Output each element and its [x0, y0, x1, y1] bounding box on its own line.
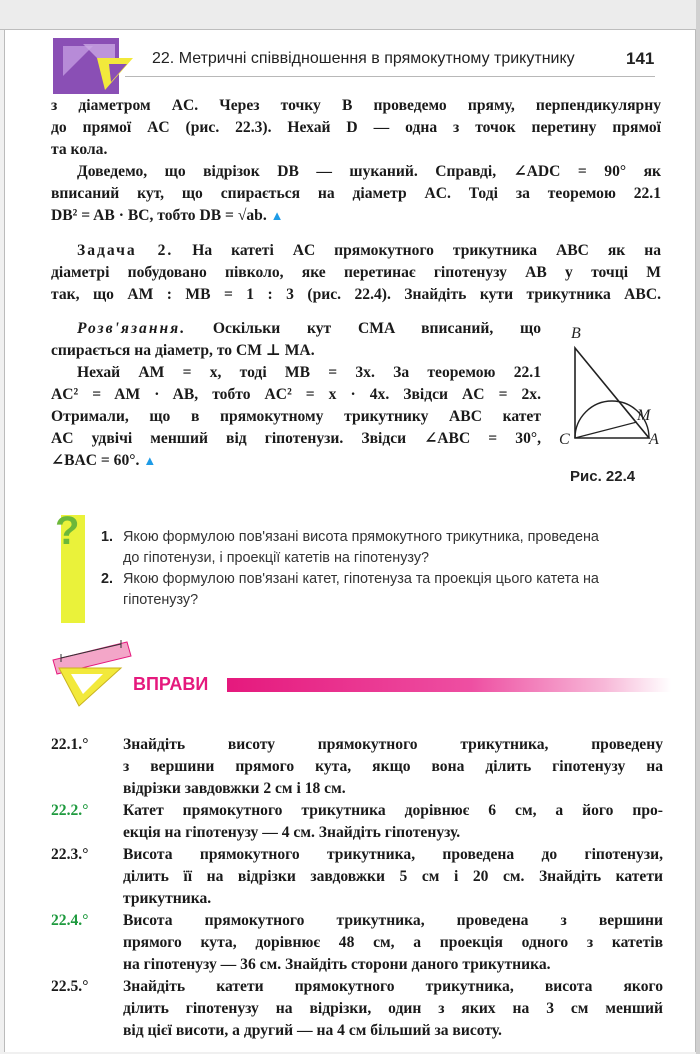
exercise-text: Катет прямокутного трикутника дорівнює 6 см, а його про- — [123, 802, 663, 819]
text-line: AC² = AM · AB, тобто AC² = x · 4x. Звідси AC = 2x. — [51, 386, 541, 403]
exercise-item — [51, 844, 663, 910]
exercise-number: 22.1.° — [51, 736, 89, 753]
exercise-item — [51, 734, 663, 800]
exercise-text: екція на гіпотенузу — 4 см. Знайдіть гіпотенузу. — [123, 824, 461, 841]
exercise-text: на гіпотенузу — 36 см. Знайдіть сторони даного трикутника. — [123, 956, 551, 973]
question-text: гіпотенузу? — [123, 592, 199, 608]
question-item — [101, 527, 671, 569]
text-line: Доведемо, що відрізок DB — шуканий. Справді, ∠ADC = 90° як — [77, 163, 661, 180]
text-line — [51, 318, 541, 340]
question-number: 2. — [101, 571, 114, 587]
exercise-number: 22.5.° — [51, 978, 89, 995]
task-label: Задача 2. — [77, 242, 174, 259]
solution-paragraph — [51, 318, 541, 472]
review-questions — [55, 509, 671, 625]
text-line: AC удвічі менший від гіпотенузи. Звідси ∠ABC = 30°, — [51, 430, 541, 447]
question-list — [101, 527, 671, 611]
exercise-item — [51, 910, 663, 976]
question-text: Якою формулою пов'язані висота прямокутного трикутника, проведена — [123, 529, 599, 545]
book-page — [4, 30, 696, 1052]
exercise-text: відрізки завдовжки 2 см і 18 см. — [123, 780, 346, 797]
exercise-text: прямого кута, дорівнює 48 см, а проекція одного з катетів — [123, 934, 663, 951]
exercise-text: Знайдіть висоту прямокутного трикутника, проведену — [123, 736, 663, 753]
exercise-text: з вершини прямого кута, якщо вона ділить гіпотенузу на — [123, 758, 663, 775]
text-line: до прямої AC (рис. 22.3). Нехай D — одна з точок перетину прямої — [51, 119, 661, 136]
text-line: спирається на діаметр, то CM ⊥ MA. — [51, 342, 315, 359]
vertex-b-label: B — [571, 325, 581, 342]
ruler-icon — [51, 638, 133, 708]
exercise-text: Знайдіть катети прямокутного трикутника, висота якого — [123, 978, 663, 995]
exercise-number: 22.2.° — [51, 802, 89, 819]
text-line: так, що AM : MB = 1 : 3 (рис. 22.4). Знайдіть кути трикутника ABC. — [51, 286, 661, 303]
question-mark-icon: ? — [55, 509, 80, 553]
text-line — [51, 205, 661, 227]
exercise-item — [51, 976, 663, 1042]
vertex-m-label: M — [637, 407, 651, 424]
text-line: вписаний кут, що спирається на діаметр AC. Тоді за теоремою 22.1 — [51, 185, 661, 202]
proof-paragraph — [51, 95, 661, 227]
vertex-a-label: A — [649, 431, 659, 448]
exercises-header — [51, 638, 671, 708]
end-of-proof-icon: ▲ — [270, 208, 284, 223]
question-text: Якою формулою пов'язані катет, гіпотенуза та проекція цього катета на — [123, 571, 599, 587]
exercise-text: трикутника. — [123, 890, 212, 907]
question-number: 1. — [101, 529, 114, 545]
exercise-text: ділить її на відрізки завдовжки 5 см і 20 см. Знайдіть катети — [123, 868, 663, 885]
text-line: Отримали, що в прямокутному трикутнику ABC катет — [51, 408, 541, 425]
angle-result: ∠BAC = 60°. — [51, 452, 140, 469]
question-item — [101, 569, 671, 611]
text-line — [51, 450, 541, 472]
exercise-list — [51, 734, 663, 1042]
question-text: до гіпотенузи, і проекції катетів на гіпотенузу? — [123, 550, 430, 566]
exercises-title-bar — [227, 678, 671, 692]
exercise-text: від цієї висоти, а другий — на 4 см більший за висоту. — [123, 1022, 502, 1039]
page-header — [5, 30, 697, 82]
solution-label: Розв'язання. — [77, 320, 187, 337]
exercise-number: 22.4.° — [51, 912, 89, 929]
solution-text: Оскільки кут CMA вписаний, що — [212, 320, 542, 337]
section-logo-icon — [53, 38, 133, 94]
text-line: з діаметром AC. Через точку B проведемо пряму, перпендикулярну — [51, 97, 661, 114]
text-line: та кола. — [51, 141, 108, 158]
exercises-title: ВПРАВИ — [133, 674, 209, 694]
text-line: діаметрі побудовано півколо, яке перетинає гіпотенузу AB у точці M — [51, 264, 661, 281]
exercise-text: Висота прямокутного трикутника, проведена з вершини — [123, 912, 663, 929]
task-text: На катеті AC прямокутного трикутника ABC як на — [192, 242, 661, 259]
exercise-text: Висота прямокутного трикутника, проведена до гіпотенузи, — [123, 846, 663, 863]
header-title: 22. Метричні співвідношення в прямокутному трикутнику — [152, 50, 575, 67]
vertex-c-label: C — [559, 431, 570, 448]
task-paragraph — [51, 240, 661, 306]
header-divider — [125, 76, 655, 77]
text-line — [51, 240, 661, 262]
page-number: 141 — [626, 49, 655, 68]
exercise-number: 22.3.° — [51, 846, 89, 863]
exercise-item — [51, 800, 663, 844]
exercise-text: ділить гіпотенузу на відрізки, один з яких на 3 см менший — [123, 1000, 663, 1017]
triangle-figure — [553, 320, 663, 490]
text-line: Нехай AM = x, тоді MB = 3x. За теоремою 22.1 — [77, 364, 541, 381]
end-of-proof-icon: ▲ — [143, 453, 157, 468]
figure-caption: Рис. 22.4 — [570, 468, 636, 485]
viewer-scrollbar[interactable] — [696, 0, 700, 1054]
formula-text: DB² = AB · BC, тобто DB = √ab. — [51, 207, 267, 224]
viewer-top-bar — [0, 0, 700, 30]
